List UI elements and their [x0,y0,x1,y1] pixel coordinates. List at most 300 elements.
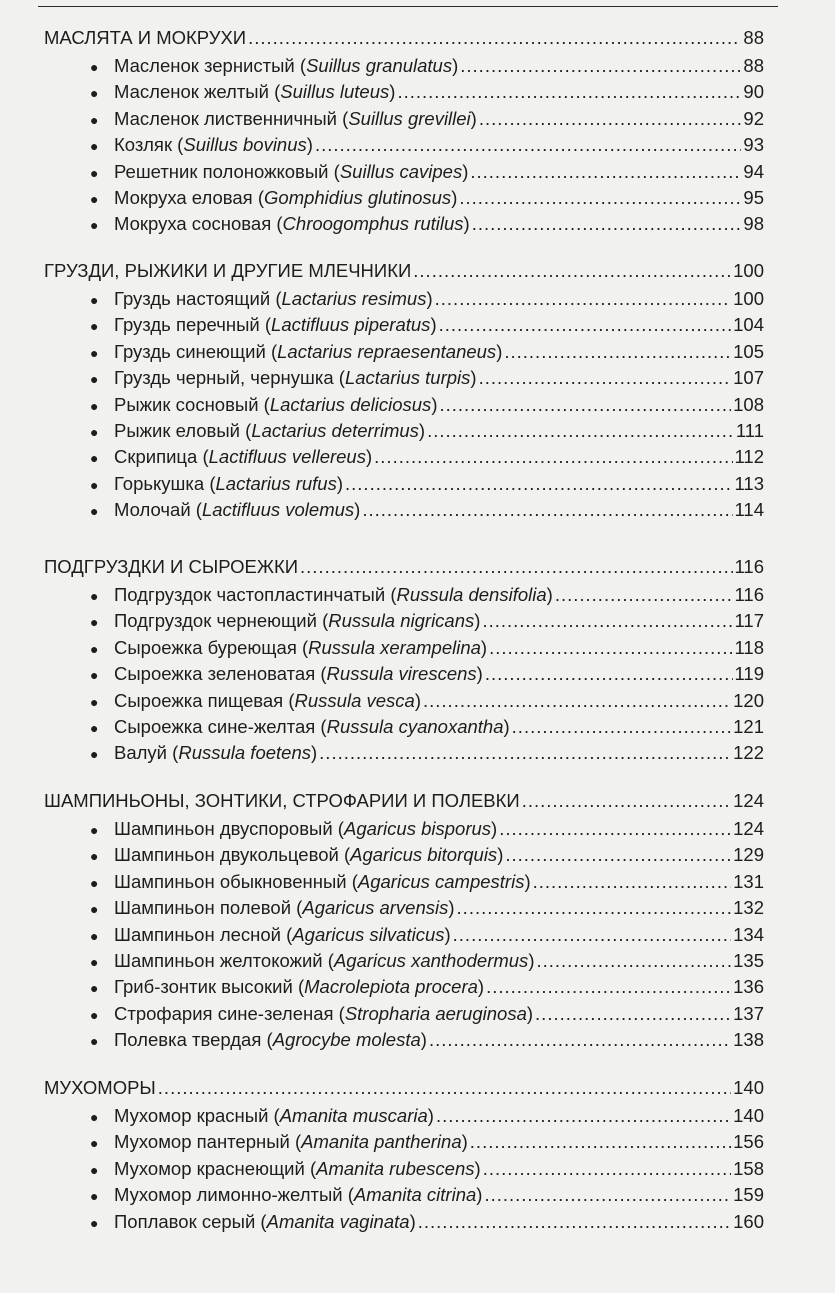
bullet-icon: ● [90,371,99,388]
bullet-icon: ● [90,1135,99,1152]
entry-name: Козляк [114,134,173,156]
bullet-icon: ● [90,191,99,207]
entry-name: Сыроежка буреющая [114,636,297,658]
entry-latin-name: Lactarius deliciosus [269,393,432,415]
entry-title [114,1027,427,1053]
page-number: 90 [743,81,764,103]
close-paren: ) [336,472,344,494]
bullet-icon: ● [90,292,99,308]
toc-entry[interactable] [90,948,764,974]
close-paren: ) [470,107,477,129]
entry-name: Груздь синеющий [114,340,266,362]
bullet-icon: ● [90,1109,99,1125]
close-paren: ) [418,420,426,441]
page-number: 131 [733,870,764,892]
open-paren: ( [240,420,252,441]
entry-name: Подгруздок чернеющий [114,610,317,632]
entry-title [114,53,458,79]
section-heading-title: МУХОМОРЫ [44,1077,156,1098]
toc-entry[interactable] [90,211,764,237]
page-number: 94 [743,160,764,182]
open-paren: ( [289,1131,302,1153]
entry-latin-name: Amanita citrina [353,1184,477,1206]
close-paren: ) [474,1157,481,1179]
open-paren: ( [304,1157,317,1179]
entry-name: Шампиньон двуспоровый [114,818,333,839]
toc-entry[interactable] [90,974,764,1000]
toc-entry[interactable] [90,1156,764,1182]
entry-latin-name: Lactarius repraesentaneus [277,340,497,362]
entry-name: Поплавок серый [114,1210,256,1232]
open-paren: ( [255,1210,267,1232]
open-paren: ( [204,472,216,494]
entry-name: Масленок зернистый [114,55,295,76]
entry-title [114,1182,482,1208]
page-number: 116 [734,584,764,605]
entry-name: Груздь перечный [114,314,260,336]
page-number: 88 [743,27,764,48]
toc-entry[interactable] [90,1209,764,1235]
page-number: 135 [733,950,764,971]
entry-name: Груздь черный, чернушка [114,367,334,389]
entry-title [114,869,531,895]
close-paren: ) [420,1029,427,1051]
entry-title [114,974,484,1000]
entry-latin-name: Suillus bovinus [183,134,307,156]
entry-name: Шампиньон лесной [114,923,281,945]
entry-latin-name: Suillus luteus [280,81,390,103]
page-number: 124 [733,818,764,839]
bullet-icon: ● [90,822,99,838]
toc-entry[interactable] [90,1182,764,1208]
close-paren: ) [431,393,438,415]
bullet-icon: ● [90,217,99,234]
close-paren: ) [430,314,437,336]
page-number: 92 [743,107,764,129]
close-paren: ) [354,499,361,521]
toc-entry[interactable] [90,79,764,105]
page-number: 108 [733,393,764,415]
section-heading[interactable] [44,25,764,51]
bullet-icon: ● [90,901,99,918]
entry-name: Скрипица [114,446,198,468]
close-paren: ) [526,1002,534,1024]
toc-entry[interactable] [90,286,764,312]
open-paren: ( [338,844,351,866]
dot-leader [248,25,741,51]
toc-entry[interactable] [90,1001,764,1027]
bullet-icon: ● [90,424,99,440]
entry-name: Груздь настоящий [114,288,271,309]
entry-latin-name: Agaricus bitorquis [350,844,498,866]
page-number: 111 [735,420,764,441]
bullet-icon: ● [90,476,99,493]
entry-latin-name: Lactifluus vellereus [208,446,366,468]
open-paren: ( [268,1105,280,1126]
entry-latin-name: Agaricus silvaticus [292,923,445,945]
page-number: 117 [734,610,764,632]
toc-entry[interactable] [90,635,764,661]
close-paren: ) [476,1184,483,1206]
entry-latin-name: Russula cyanoxantha [326,716,504,737]
entry-name: Мухомор лимонно-желтый [114,1184,343,1206]
entry-title [114,1209,416,1235]
close-paren: ) [491,818,498,839]
toc-entry[interactable] [90,608,764,634]
close-paren: ) [474,610,481,632]
dot-leader [374,444,732,470]
entry-title [114,79,395,105]
entry-title [114,106,477,132]
toc-entry[interactable] [90,497,764,523]
entry-name: Сыроежка сине-желтая [114,716,316,737]
section-heading-title: ШАМПИНЬОНЫ, ЗОНТИКИ, СТРОФАРИИ И ПОЛЕВКИ [44,790,520,811]
open-paren: ( [197,446,209,468]
open-paren: ( [252,187,265,208]
entry-latin-name: Macrolepiota procera [304,976,478,998]
page-number: 124 [733,790,764,811]
entry-title [114,1129,468,1155]
open-paren: ( [294,55,307,76]
bullet-icon: ● [90,980,99,997]
open-paren: ( [291,897,303,919]
dot-leader [482,608,732,634]
close-paren: ) [451,187,458,208]
page-number: 160 [733,1210,764,1232]
page-number: 137 [733,1002,764,1024]
dot-leader [479,365,732,391]
top-rule [38,6,778,7]
entry-name: Подгруздок частопластинчатый [114,584,386,605]
entry-latin-name: Amanita muscaria [279,1105,428,1126]
entry-title [114,185,457,211]
close-paren: ) [311,742,318,764]
entry-title [114,286,433,312]
page-number: 104 [733,314,764,336]
bullet-icon: ● [90,746,99,763]
entry-name: Мокруха сосновая [114,213,272,235]
entry-latin-name: Agaricus bisporus [343,818,492,839]
entry-name: Сыроежка зеленоватая [114,663,316,685]
bullet-icon: ● [90,1214,99,1231]
entry-title [114,582,553,608]
entry-latin-name: Agaricus arvensis [302,897,449,919]
page-number: 116 [734,556,764,577]
entry-name: Мухомор пантерный [114,1131,290,1153]
dot-leader [460,53,741,79]
bullet-icon: ● [90,397,99,414]
dot-leader [423,688,731,714]
toc-entry[interactable] [90,895,764,921]
entry-title [114,392,437,418]
page-number: 156 [733,1131,764,1153]
close-paren: ) [497,844,504,866]
page-number: 134 [733,923,764,945]
section-heading[interactable] [44,788,764,814]
entry-title [114,132,313,158]
entry-title [114,471,343,497]
toc-entry[interactable] [90,1129,764,1155]
bullet-icon: ● [90,848,99,865]
entry-title [114,608,480,634]
section-heading[interactable] [44,554,764,580]
close-paren: ) [546,584,553,605]
toc-entry[interactable] [90,185,764,211]
toc-entry[interactable] [90,471,764,497]
entry-name: Мокруха еловая [114,187,253,208]
page-number: 159 [733,1184,764,1206]
dot-leader [453,922,731,948]
toc-entry[interactable] [90,661,764,687]
toc-entry[interactable] [90,816,764,842]
close-paren: ) [528,950,535,971]
close-paren: ) [496,340,503,362]
open-paren: ( [315,663,327,685]
section-heading[interactable] [44,1075,764,1101]
dot-leader [427,418,734,444]
page-number: 138 [733,1029,764,1051]
entry-title [114,497,360,523]
entry-name: Горькушка [114,472,205,494]
entry-name: Валуй [114,742,168,764]
close-paren: ) [480,636,488,658]
bullet-icon: ● [90,164,99,181]
entry-title [114,895,455,921]
open-paren: ( [172,134,184,156]
dot-leader [315,132,741,158]
open-paren: ( [281,923,293,945]
page-number: 121 [733,716,764,737]
open-paren: ( [167,742,179,764]
entry-title [114,211,470,237]
dot-leader [472,211,742,237]
page-number: 140 [733,1077,764,1098]
open-paren: ( [265,340,278,362]
page-number: 118 [734,636,764,658]
open-paren: ( [190,499,202,521]
dot-leader [555,582,733,608]
toc-entry[interactable] [90,132,764,158]
open-paren: ( [342,1184,354,1206]
open-paren: ( [261,1029,273,1051]
dot-leader [459,185,741,211]
dot-leader [504,339,731,365]
bullet-icon: ● [90,59,99,75]
entry-latin-name: Russula nigricans [328,610,475,632]
page-number: 140 [733,1105,764,1126]
entry-name: Рыжик еловый [114,420,241,441]
toc-entry[interactable] [90,365,764,391]
dot-leader [505,842,731,868]
entry-latin-name: Lactarius turpis [344,367,471,389]
open-paren: ( [333,1002,345,1024]
dot-leader [457,895,732,921]
dot-leader [158,1075,731,1101]
entry-latin-name: Suillus granulatus [306,55,453,76]
dot-leader [484,1182,731,1208]
dot-leader [483,1156,731,1182]
page-number: 114 [734,499,764,521]
entry-name: Шампиньон полевой [114,897,292,919]
entry-name: Масленок лиственничный [114,107,337,129]
dot-leader [522,788,731,814]
toc-entry[interactable] [90,53,764,79]
bullet-icon: ● [90,1161,99,1178]
section-heading-title: ПОДГРУЗДКИ И СЫРОЕЖКИ [44,556,299,577]
entry-latin-name: Agaricus campestris [357,870,525,892]
toc-entry[interactable] [90,582,764,608]
entry-title [114,948,534,974]
close-paren: ) [306,134,313,156]
entry-title [114,159,468,185]
toc-entry[interactable] [90,842,764,868]
toc-entry[interactable] [90,392,764,418]
toc-entry[interactable] [90,159,764,185]
dot-leader [439,392,731,418]
entry-latin-name: Amanita pantherina [301,1131,462,1153]
toc-entry[interactable] [90,714,764,740]
toc-entry[interactable] [90,106,764,132]
page-number: 112 [734,446,764,468]
page-number: 105 [733,340,764,362]
entry-name: Шампиньон двукольцевой [114,844,339,866]
entry-name: Решетник полоножковый [114,160,329,182]
close-paren: ) [427,1105,434,1126]
dot-leader [499,816,731,842]
bullet-icon: ● [90,1188,99,1205]
page-number: 129 [733,844,764,866]
entry-title [114,842,503,868]
entry-latin-name: Russula densifolia [396,584,547,605]
page-number: 100 [733,288,764,309]
page-number: 93 [743,134,764,156]
entry-title [114,714,510,740]
close-paren: ) [461,1131,468,1153]
entry-name: Гриб-зонтик высокий [114,976,293,998]
dot-leader [533,869,732,895]
entry-name: Полевка твердая [114,1029,262,1051]
open-paren: ( [296,636,309,658]
bullet-icon: ● [90,344,99,361]
entry-latin-name: Stropharia aeruginosa [344,1002,527,1024]
close-paren: ) [444,923,451,945]
open-paren: ( [283,689,295,711]
page-number: 136 [733,976,764,998]
open-paren: ( [292,976,305,998]
dot-leader [300,554,732,580]
section-heading[interactable] [44,258,764,284]
dot-leader [413,258,731,284]
toc-entry[interactable] [90,869,764,895]
bullet-icon: ● [90,1033,99,1050]
entry-latin-name: Lactifluus volemus [201,499,355,521]
entry-title [114,444,372,470]
entry-name: Мухомор краснеющий [114,1157,305,1179]
entry-title [114,418,425,444]
bullet-icon: ● [90,640,99,657]
page-number: 95 [743,187,764,208]
entry-title [114,312,437,338]
dot-leader [536,948,731,974]
toc-entry[interactable] [90,1027,764,1053]
entry-title [114,1103,434,1129]
dot-leader [435,286,731,312]
toc-entry[interactable] [90,444,764,470]
dot-leader [418,1209,731,1235]
open-paren: ( [346,870,358,892]
entry-title [114,922,451,948]
entry-latin-name: Suillus grevillei [348,107,471,129]
bullet-icon: ● [90,318,99,335]
bullet-icon: ● [90,503,99,520]
entry-latin-name: Lactarius deterrimus [251,420,419,441]
entry-name: Рыжик сосновый [114,393,259,415]
dot-leader [436,1103,731,1129]
open-paren: ( [328,160,340,182]
entry-latin-name: Agaricus xanthodermus [333,950,529,971]
bullet-icon: ● [90,450,99,467]
bullet-icon: ● [90,954,99,970]
dot-leader [479,106,742,132]
toc-entry[interactable] [90,418,764,444]
dot-leader [319,740,731,766]
entry-title [114,661,483,687]
page-number: 88 [743,55,764,76]
open-paren: ( [332,818,344,839]
entry-title [114,365,477,391]
section-heading-title: МАСЛЯТА И МОКРУХИ [44,27,247,48]
dot-leader [512,714,731,740]
entry-latin-name: Lactarius resimus [281,288,427,309]
close-paren: ) [409,1210,416,1232]
toc-entry[interactable] [90,312,764,338]
entry-name: Шампиньон обыкновенный [114,870,347,892]
dot-leader [397,79,741,105]
entry-latin-name: Lactifluus piperatus [271,314,431,336]
open-paren: ( [271,213,283,235]
bullet-icon: ● [90,720,99,736]
dot-leader [535,1001,731,1027]
entry-title [114,1156,481,1182]
dot-leader [345,471,732,497]
open-paren: ( [268,81,281,103]
close-paren: ) [477,976,485,998]
close-paren: ) [426,288,433,309]
dot-leader [439,312,732,338]
open-paren: ( [322,950,334,971]
close-paren: ) [452,55,459,76]
toc-entry[interactable] [90,740,764,766]
entry-latin-name: Amanita rubescens [316,1157,475,1179]
close-paren: ) [524,870,531,892]
page-number: 107 [733,367,764,389]
toc-entry[interactable] [90,1103,764,1129]
entry-latin-name: Lactarius rufus [215,472,337,494]
close-paren: ) [389,81,396,103]
page-number: 122 [733,742,764,764]
page-number: 132 [733,897,764,919]
dot-leader [470,159,741,185]
entry-title [114,688,421,714]
entry-latin-name: Suillus cavipes [339,160,463,182]
toc-entry[interactable] [90,688,764,714]
bullet-icon: ● [90,667,99,684]
toc-entry[interactable] [90,922,764,948]
toc-entry[interactable] [90,339,764,365]
open-paren: ( [315,716,327,737]
entry-latin-name: Agrocybe molesta [272,1029,421,1051]
entry-latin-name: Russula virescens [326,663,477,685]
